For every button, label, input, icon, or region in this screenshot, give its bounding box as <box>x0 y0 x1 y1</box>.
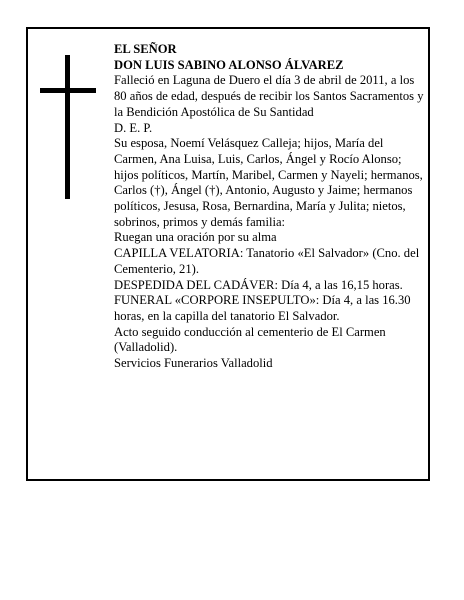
death-info: Falleció en Laguna de Duero el día 3 de abril de 2011, a los 80 años de edad, después de recibir los Santos Sacramentos y la Bendición Apostólica de Su Santidad <box>114 73 424 119</box>
wake-info: CAPILLA VELATORIA: Tanatorio «El Salvador» (Cno. del Cementerio, 21). <box>114 246 420 276</box>
notice-title: EL SEÑOR <box>114 42 177 56</box>
cross-vertical-bar <box>65 55 70 199</box>
farewell-info: DESPEDIDA DEL CADÁVER: Día 4, a las 16,15 horas. <box>114 277 403 292</box>
cross-icon <box>40 55 96 199</box>
obituary-notice <box>26 27 430 481</box>
cross-horizontal-bar <box>40 88 96 93</box>
family-list: Su esposa, Noemí Velásquez Calleja; hijos, María del Carmen, Ana Luisa, Luis, Carlos, Ángel y Rocío Alonso; hijos políticos, Martín, Maribel, Carmen y Nayeli; hermanos, Carlos (†), Ángel (†), Antonio, Augusto y Jaime; hermanos políticos, Jesusa, Rosa, Bernardina, María y Julita; nietos, sobrinos, primos y demás familia: <box>114 136 423 229</box>
prayer-request: Ruegan una oración por su alma <box>114 230 277 245</box>
funeral-info: FUNERAL «CORPORE INSEPULTO»: Día 4, a las 16.30 horas, en la capilla del tanatorio El Salvador. <box>114 293 411 323</box>
deceased-name: DON LUIS SABINO ALONSO ÁLVAREZ <box>114 57 344 72</box>
rip-text: D. E. P. <box>114 120 153 135</box>
funeral-services: Servicios Funerarios Valladolid <box>114 356 273 371</box>
burial-info: Acto seguido conducción al cementerio de El Carmen (Valladolid). <box>114 324 386 355</box>
notice-body <box>114 42 426 372</box>
